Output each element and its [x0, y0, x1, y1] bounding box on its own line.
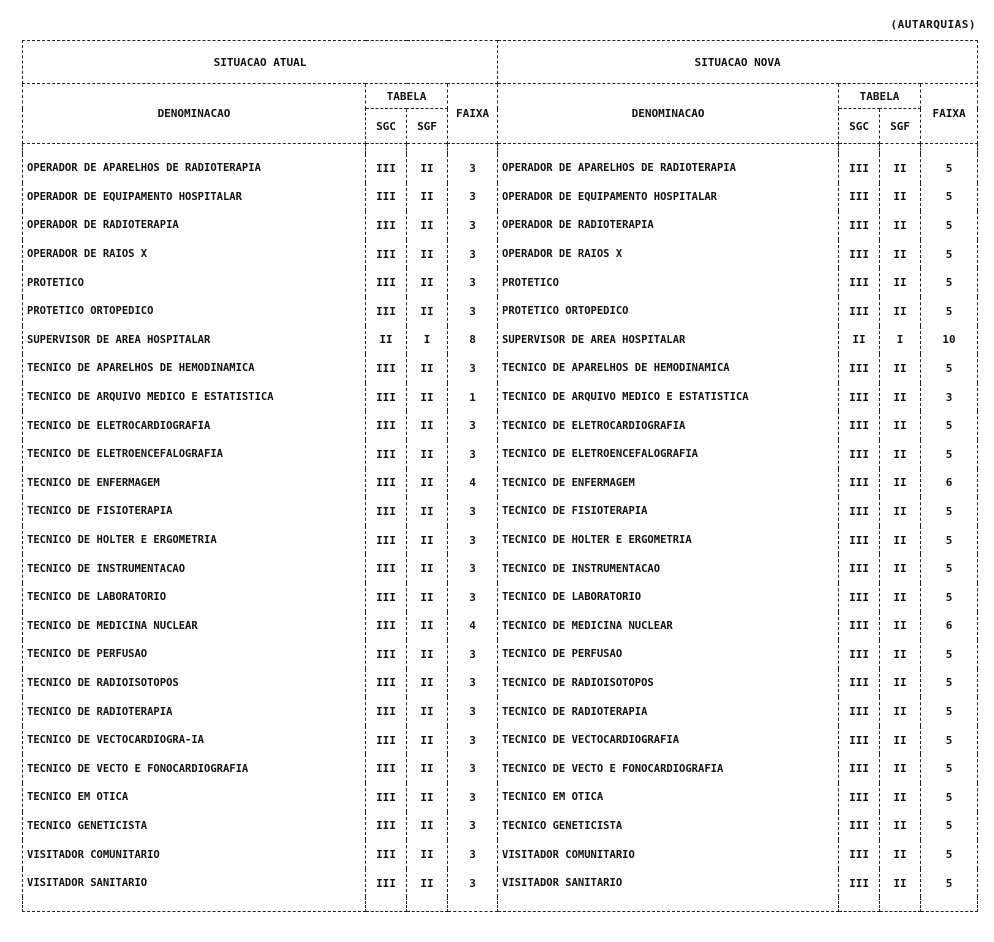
cell-sgf-atual: II [407, 411, 448, 440]
table-row [23, 469, 978, 498]
cell-sgf-nova: II [880, 497, 921, 526]
table-row [23, 240, 978, 269]
cell-faixa-nova: 5 [921, 526, 978, 555]
cell-faixa-atual: 3 [448, 640, 498, 669]
cell-denominacao-atual: TECNICO DE VECTOCARDIOGRA-IA [23, 726, 366, 755]
cell-denominacao-nova: TECNICO DE VECTO E FONOCARDIOGRAFIA [498, 754, 839, 783]
cell-sgf-nova: I [880, 326, 921, 355]
cell-faixa-nova: 5 [921, 240, 978, 269]
cell-sgf-nova: II [880, 411, 921, 440]
cell-faixa-atual: 3 [448, 354, 498, 383]
cell-sgc-atual: III [366, 411, 407, 440]
cell-denominacao-atual: TECNICO DE ELETROCARDIOGRAFIA [23, 411, 366, 440]
cell-sgc-nova: III [839, 697, 880, 726]
cell-sgc-atual: III [366, 440, 407, 469]
header-situacao-nova: SITUACAO NOVA [498, 41, 978, 84]
cell-sgf-atual: II [407, 383, 448, 412]
table-row [23, 354, 978, 383]
cell-faixa-atual: 3 [448, 440, 498, 469]
table-row [23, 411, 978, 440]
cell-faixa-nova: 5 [921, 812, 978, 841]
header-faixa-nova: FAIXA [921, 84, 978, 144]
cell-faixa-atual: 3 [448, 754, 498, 783]
cell-sgf-atual: II [407, 497, 448, 526]
cell-sgc-nova: III [839, 640, 880, 669]
cell-faixa-nova: 5 [921, 697, 978, 726]
cell-faixa-nova: 5 [921, 268, 978, 297]
cell-denominacao-atual: TECNICO DE ELETROENCEFALOGRAFIA [23, 440, 366, 469]
cell-sgc-atual: III [366, 697, 407, 726]
cell-faixa-nova: 5 [921, 354, 978, 383]
cell-denominacao-nova: OPERADOR DE RADIOTERAPIA [498, 211, 839, 240]
table-row [23, 268, 978, 297]
cell-faixa-nova: 5 [921, 211, 978, 240]
cell-sgf-nova: II [880, 526, 921, 555]
cell-sgc-atual: III [366, 469, 407, 498]
cell-sgc-atual: III [366, 840, 407, 869]
header-tabela-nova: TABELA [839, 84, 921, 109]
cell-faixa-nova: 5 [921, 783, 978, 812]
cell-sgc-nova: III [839, 411, 880, 440]
cell-denominacao-atual: PROTETICO ORTOPEDICO [23, 297, 366, 326]
cell-faixa-atual: 3 [448, 154, 498, 183]
cell-sgf-nova: II [880, 297, 921, 326]
cell-sgf-atual: II [407, 211, 448, 240]
cell-denominacao-nova: OPERADOR DE RAIOS X [498, 240, 839, 269]
cell-faixa-nova: 5 [921, 411, 978, 440]
cell-sgc-atual: III [366, 669, 407, 698]
cell-faixa-nova: 5 [921, 840, 978, 869]
cell-sgf-atual: II [407, 612, 448, 641]
corner-label: (AUTARQUIAS) [890, 18, 976, 31]
cell-faixa-atual: 3 [448, 297, 498, 326]
cell-sgc-nova: III [839, 754, 880, 783]
cell-sgf-atual: II [407, 783, 448, 812]
cell-denominacao-nova: OPERADOR DE EQUIPAMENTO HOSPITALAR [498, 183, 839, 212]
cell-sgc-atual: III [366, 154, 407, 183]
cell-sgf-atual: II [407, 754, 448, 783]
cell-sgf-nova: II [880, 268, 921, 297]
cell-sgc-nova: III [839, 440, 880, 469]
table-row [23, 183, 978, 212]
cell-sgf-atual: II [407, 812, 448, 841]
cell-faixa-nova: 5 [921, 497, 978, 526]
cell-sgc-nova: III [839, 354, 880, 383]
cell-denominacao-atual: TECNICO DE HOLTER E ERGOMETRIA [23, 526, 366, 555]
cell-sgf-nova: II [880, 754, 921, 783]
cell-denominacao-atual: VISITADOR SANITARIO [23, 869, 366, 898]
cell-sgc-atual: III [366, 812, 407, 841]
cell-faixa-atual: 3 [448, 268, 498, 297]
cell-sgc-nova: III [839, 554, 880, 583]
cell-faixa-nova: 3 [921, 383, 978, 412]
cell-denominacao-nova: VISITADOR COMUNITARIO [498, 840, 839, 869]
cell-sgf-nova: II [880, 669, 921, 698]
cell-sgf-atual: II [407, 526, 448, 555]
cell-sgf-nova: II [880, 840, 921, 869]
cell-sgc-atual: III [366, 754, 407, 783]
cell-sgf-atual: II [407, 583, 448, 612]
cell-sgf-nova: II [880, 469, 921, 498]
cell-sgf-atual: II [407, 268, 448, 297]
cell-faixa-atual: 3 [448, 411, 498, 440]
cell-denominacao-atual: TECNICO DE FISIOTERAPIA [23, 497, 366, 526]
cell-sgf-atual: II [407, 869, 448, 898]
cell-sgc-nova: III [839, 183, 880, 212]
cell-sgf-nova: II [880, 154, 921, 183]
cell-denominacao-atual: OPERADOR DE RAIOS X [23, 240, 366, 269]
cell-faixa-atual: 3 [448, 869, 498, 898]
cell-sgf-atual: II [407, 297, 448, 326]
cell-sgc-nova: III [839, 469, 880, 498]
cell-faixa-nova: 5 [921, 297, 978, 326]
cell-denominacao-nova: TECNICO DE MEDICINA NUCLEAR [498, 612, 839, 641]
table-row [23, 840, 978, 869]
cell-denominacao-atual: TECNICO EM OTICA [23, 783, 366, 812]
cell-faixa-nova: 5 [921, 583, 978, 612]
table-row [23, 812, 978, 841]
cell-denominacao-nova: TECNICO GENETICISTA [498, 812, 839, 841]
cell-sgf-atual: II [407, 240, 448, 269]
cell-sgc-atual: III [366, 869, 407, 898]
header-denominacao-atual: DENOMINACAO [23, 84, 366, 144]
cell-denominacao-nova: TECNICO DE HOLTER E ERGOMETRIA [498, 526, 839, 555]
cell-sgc-atual: III [366, 783, 407, 812]
cell-sgc-nova: III [839, 526, 880, 555]
cell-denominacao-nova: TECNICO DE VECTOCARDIOGRAFIA [498, 726, 839, 755]
cell-sgf-atual: II [407, 440, 448, 469]
cell-faixa-atual: 4 [448, 612, 498, 641]
cell-sgc-atual: III [366, 268, 407, 297]
cell-sgf-nova: II [880, 726, 921, 755]
table-row [23, 754, 978, 783]
cell-denominacao-nova: TECNICO DE APARELHOS DE HEMODINAMICA [498, 354, 839, 383]
cell-sgc-atual: II [366, 326, 407, 355]
cell-denominacao-nova: TECNICO DE FISIOTERAPIA [498, 497, 839, 526]
cell-sgc-nova: II [839, 326, 880, 355]
cell-denominacao-atual: TECNICO DE PERFUSAO [23, 640, 366, 669]
cell-sgf-nova: II [880, 812, 921, 841]
cell-denominacao-nova: TECNICO DE LABORATORIO [498, 583, 839, 612]
cell-faixa-atual: 3 [448, 726, 498, 755]
cell-faixa-nova: 5 [921, 754, 978, 783]
cell-denominacao-atual: OPERADOR DE EQUIPAMENTO HOSPITALAR [23, 183, 366, 212]
header-sgc-atual: SGC [366, 109, 407, 144]
cell-sgf-atual: II [407, 726, 448, 755]
cell-faixa-atual: 3 [448, 669, 498, 698]
cell-denominacao-nova: VISITADOR SANITARIO [498, 869, 839, 898]
table-row [23, 526, 978, 555]
table-row [23, 640, 978, 669]
cell-sgf-nova: II [880, 554, 921, 583]
cell-denominacao-nova: TECNICO DE RADIOTERAPIA [498, 697, 839, 726]
cell-faixa-nova: 5 [921, 554, 978, 583]
cell-faixa-atual: 3 [448, 783, 498, 812]
comparison-table [22, 40, 978, 912]
cell-denominacao-atual: TECNICO GENETICISTA [23, 812, 366, 841]
cell-denominacao-atual: TECNICO DE LABORATORIO [23, 583, 366, 612]
cell-sgc-nova: III [839, 240, 880, 269]
cell-denominacao-atual: OPERADOR DE APARELHOS DE RADIOTERAPIA [23, 154, 366, 183]
cell-faixa-nova: 6 [921, 612, 978, 641]
cell-denominacao-atual: SUPERVISOR DE AREA HOSPITALAR [23, 326, 366, 355]
cell-sgc-nova: III [839, 840, 880, 869]
table-row [23, 669, 978, 698]
cell-sgc-nova: III [839, 783, 880, 812]
table-row [23, 383, 978, 412]
cell-faixa-nova: 5 [921, 440, 978, 469]
cell-faixa-atual: 3 [448, 526, 498, 555]
header-tabela-atual: TABELA [366, 84, 448, 109]
cell-faixa-nova: 10 [921, 326, 978, 355]
cell-faixa-atual: 8 [448, 326, 498, 355]
cell-sgc-atual: III [366, 297, 407, 326]
header-sgc-nova: SGC [839, 109, 880, 144]
cell-denominacao-atual: OPERADOR DE RADIOTERAPIA [23, 211, 366, 240]
header-sgf-atual: SGF [407, 109, 448, 144]
cell-sgf-nova: II [880, 783, 921, 812]
cell-denominacao-nova: TECNICO DE ELETROENCEFALOGRAFIA [498, 440, 839, 469]
cell-sgf-nova: II [880, 869, 921, 898]
cell-sgf-nova: II [880, 183, 921, 212]
table-row [23, 869, 978, 898]
cell-sgf-atual: II [407, 469, 448, 498]
cell-denominacao-atual: TECNICO DE INSTRUMENTACAO [23, 554, 366, 583]
table-row [23, 497, 978, 526]
header-denominacao-nova: DENOMINACAO [498, 84, 839, 144]
table-row [23, 154, 978, 183]
cell-faixa-atual: 3 [448, 554, 498, 583]
cell-denominacao-atual: TECNICO DE ARQUIVO MEDICO E ESTATISTICA [23, 383, 366, 412]
cell-sgc-nova: III [839, 497, 880, 526]
cell-sgf-nova: II [880, 440, 921, 469]
cell-sgf-nova: II [880, 612, 921, 641]
cell-faixa-atual: 4 [448, 469, 498, 498]
cell-faixa-nova: 6 [921, 469, 978, 498]
cell-sgc-atual: III [366, 383, 407, 412]
cell-faixa-atual: 3 [448, 812, 498, 841]
cell-denominacao-nova: TECNICO DE ENFERMAGEM [498, 469, 839, 498]
cell-faixa-atual: 3 [448, 697, 498, 726]
cell-sgf-atual: II [407, 554, 448, 583]
cell-sgf-nova: II [880, 383, 921, 412]
cell-sgc-nova: III [839, 869, 880, 898]
cell-sgc-atual: III [366, 726, 407, 755]
cell-sgc-nova: III [839, 812, 880, 841]
cell-sgc-atual: III [366, 526, 407, 555]
cell-denominacao-atual: TECNICO DE RADIOISOTOPOS [23, 669, 366, 698]
cell-sgc-atual: III [366, 240, 407, 269]
cell-sgc-nova: III [839, 583, 880, 612]
header-faixa-atual: FAIXA [448, 84, 498, 144]
cell-sgc-atual: III [366, 640, 407, 669]
cell-sgc-atual: III [366, 211, 407, 240]
table-row [23, 554, 978, 583]
cell-sgc-nova: III [839, 297, 880, 326]
table-row [23, 440, 978, 469]
cell-denominacao-nova: TECNICO DE INSTRUMENTACAO [498, 554, 839, 583]
cell-faixa-atual: 3 [448, 497, 498, 526]
cell-faixa-nova: 5 [921, 726, 978, 755]
cell-faixa-nova: 5 [921, 669, 978, 698]
cell-sgc-atual: III [366, 183, 407, 212]
cell-sgc-nova: III [839, 669, 880, 698]
cell-denominacao-nova: TECNICO DE ELETROCARDIOGRAFIA [498, 411, 839, 440]
cell-denominacao-nova: SUPERVISOR DE AREA HOSPITALAR [498, 326, 839, 355]
cell-sgf-nova: II [880, 697, 921, 726]
cell-sgc-atual: III [366, 554, 407, 583]
cell-sgc-nova: III [839, 726, 880, 755]
table-row [23, 326, 978, 355]
cell-faixa-nova: 5 [921, 183, 978, 212]
cell-denominacao-nova: TECNICO DE PERFUSAO [498, 640, 839, 669]
cell-denominacao-nova: PROTETICO ORTOPEDICO [498, 297, 839, 326]
table-row [23, 583, 978, 612]
cell-sgf-nova: II [880, 240, 921, 269]
cell-faixa-nova: 5 [921, 640, 978, 669]
cell-denominacao-atual: TECNICO DE ENFERMAGEM [23, 469, 366, 498]
table-row [23, 211, 978, 240]
cell-sgc-nova: III [839, 612, 880, 641]
cell-sgf-atual: II [407, 640, 448, 669]
header-sgf-nova: SGF [880, 109, 921, 144]
cell-sgf-atual: II [407, 669, 448, 698]
cell-sgf-atual: II [407, 840, 448, 869]
table-row [23, 783, 978, 812]
cell-faixa-atual: 1 [448, 383, 498, 412]
table-row [23, 612, 978, 641]
cell-denominacao-atual: TECNICO DE MEDICINA NUCLEAR [23, 612, 366, 641]
cell-denominacao-nova: TECNICO DE ARQUIVO MEDICO E ESTATISTICA [498, 383, 839, 412]
cell-sgf-atual: II [407, 697, 448, 726]
cell-sgc-nova: III [839, 211, 880, 240]
cell-faixa-atual: 3 [448, 840, 498, 869]
cell-faixa-nova: 5 [921, 869, 978, 898]
cell-faixa-atual: 3 [448, 583, 498, 612]
cell-sgc-nova: III [839, 268, 880, 297]
cell-denominacao-nova: PROTETICO [498, 268, 839, 297]
cell-sgf-nova: II [880, 354, 921, 383]
cell-sgc-atual: III [366, 583, 407, 612]
table-row [23, 697, 978, 726]
cell-sgf-atual: II [407, 183, 448, 212]
cell-sgf-nova: II [880, 583, 921, 612]
cell-denominacao-atual: TECNICO DE RADIOTERAPIA [23, 697, 366, 726]
table-row [23, 297, 978, 326]
cell-denominacao-nova: TECNICO DE RADIOISOTOPOS [498, 669, 839, 698]
cell-sgc-nova: III [839, 154, 880, 183]
cell-sgf-atual: II [407, 354, 448, 383]
header-situacao-atual: SITUACAO ATUAL [23, 41, 498, 84]
table-row [23, 726, 978, 755]
cell-denominacao-nova: TECNICO EM OTICA [498, 783, 839, 812]
cell-denominacao-atual: VISITADOR COMUNITARIO [23, 840, 366, 869]
cell-denominacao-atual: TECNICO DE APARELHOS DE HEMODINAMICA [23, 354, 366, 383]
cell-denominacao-atual: PROTETICO [23, 268, 366, 297]
cell-sgc-atual: III [366, 497, 407, 526]
cell-sgf-atual: II [407, 154, 448, 183]
cell-sgc-nova: III [839, 383, 880, 412]
cell-faixa-nova: 5 [921, 154, 978, 183]
cell-sgf-atual: I [407, 326, 448, 355]
cell-sgc-atual: III [366, 612, 407, 641]
cell-sgc-atual: III [366, 354, 407, 383]
cell-faixa-atual: 3 [448, 211, 498, 240]
cell-sgf-nova: II [880, 640, 921, 669]
cell-faixa-atual: 3 [448, 240, 498, 269]
cell-faixa-atual: 3 [448, 183, 498, 212]
cell-denominacao-nova: OPERADOR DE APARELHOS DE RADIOTERAPIA [498, 154, 839, 183]
cell-denominacao-atual: TECNICO DE VECTO E FONOCARDIOGRAFIA [23, 754, 366, 783]
cell-sgf-nova: II [880, 211, 921, 240]
